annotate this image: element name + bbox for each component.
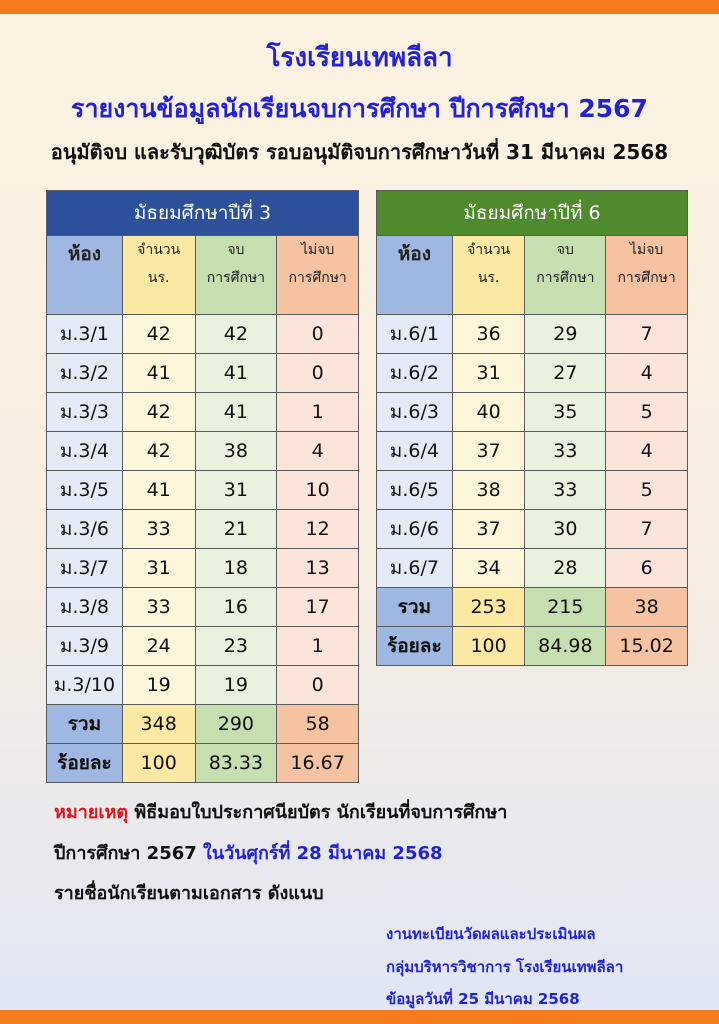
m6-pct-graduated: 84.98 xyxy=(525,627,606,666)
total-cell: 34 xyxy=(452,549,525,588)
table-row xyxy=(377,471,688,510)
total-cell: 24 xyxy=(122,627,195,666)
m3-pct-label: ร้อยละ xyxy=(47,744,123,783)
table-row xyxy=(47,588,359,627)
col-total-header: จำนวน นร. xyxy=(452,236,525,315)
graduated-cell: 38 xyxy=(195,432,277,471)
not-graduated-cell: 13 xyxy=(277,549,359,588)
total-cell: 37 xyxy=(452,432,525,471)
signature-line-2: กลุ่มบริหารวิชาการ โรงเรียนเทพลีลา xyxy=(386,958,624,976)
room-cell: ม.6/4 xyxy=(377,432,453,471)
graduated-cell: 18 xyxy=(195,549,277,588)
graduated-cell: 33 xyxy=(525,432,606,471)
graduated-cell: 23 xyxy=(195,627,277,666)
room-cell: ม.6/7 xyxy=(377,549,453,588)
m3-table xyxy=(46,190,359,783)
table-row xyxy=(47,432,359,471)
m3-pct-not-graduated: 16.67 xyxy=(277,744,359,783)
room-cell: ม.6/3 xyxy=(377,393,453,432)
ceremony-date: ในวันศุกร์ที่ 28 มีนาคม 2568 xyxy=(203,843,443,864)
approval-subtitle: อนุมัติจบ และรับวุฒิบัตร รอบอนุมัติจบการศึกษาวันที่ 31 มีนาคม 2568 xyxy=(50,140,669,164)
room-cell: ม.3/10 xyxy=(47,666,123,705)
table-row xyxy=(47,666,359,705)
room-cell: ม.6/2 xyxy=(377,354,453,393)
table-row xyxy=(377,432,688,471)
table-row xyxy=(47,354,359,393)
m6-sum-label: รวม xyxy=(377,588,453,627)
total-cell: 33 xyxy=(122,510,195,549)
total-cell: 42 xyxy=(122,432,195,471)
table-row xyxy=(47,549,359,588)
graduated-cell: 41 xyxy=(195,354,277,393)
col-room-header: ห้อง xyxy=(377,236,453,315)
not-graduated-cell: 12 xyxy=(277,510,359,549)
room-cell: ม.3/1 xyxy=(47,315,123,354)
table-row xyxy=(47,393,359,432)
total-cell: 37 xyxy=(452,510,525,549)
room-cell: ม.3/5 xyxy=(47,471,123,510)
graduated-cell: 30 xyxy=(525,510,606,549)
graduated-cell: 28 xyxy=(525,549,606,588)
note-line-2: ปีการศึกษา 2567 ในวันศุกร์ที่ 28 มีนาคม 2568 xyxy=(54,843,443,864)
not-graduated-cell: 0 xyxy=(277,666,359,705)
table-row xyxy=(377,354,688,393)
m6-table xyxy=(376,190,688,666)
total-cell: 40 xyxy=(452,393,525,432)
m3-sum-not-graduated: 58 xyxy=(277,705,359,744)
room-cell: ม.3/9 xyxy=(47,627,123,666)
table-row xyxy=(377,549,688,588)
not-graduated-cell: 10 xyxy=(277,471,359,510)
m3-sum-total: 348 xyxy=(122,705,195,744)
not-graduated-cell: 7 xyxy=(606,315,688,354)
m6-table-title: มัธยมศึกษาปีที่ 6 xyxy=(377,191,688,236)
note-line-3: รายชื่อนักเรียนตามเอกสาร ดังแนบ xyxy=(54,883,324,904)
m6-sum-total: 253 xyxy=(452,588,525,627)
total-cell: 36 xyxy=(452,315,525,354)
total-cell: 42 xyxy=(122,315,195,354)
col-room-header: ห้อง xyxy=(47,236,123,315)
not-graduated-cell: 5 xyxy=(606,393,688,432)
note-line-1: หมายเหตุ พิธีมอบใบประกาศนียบัตร นักเรียนที่จบการศึกษา xyxy=(54,802,508,823)
table-row xyxy=(377,510,688,549)
room-cell: ม.3/6 xyxy=(47,510,123,549)
m6-pct-total: 100 xyxy=(452,627,525,666)
total-cell: 41 xyxy=(122,354,195,393)
graduated-cell: 35 xyxy=(525,393,606,432)
room-cell: ม.6/1 xyxy=(377,315,453,354)
not-graduated-cell: 0 xyxy=(277,315,359,354)
m3-table-title: มัธยมศึกษาปีที่ 3 xyxy=(47,191,359,236)
room-cell: ม.3/4 xyxy=(47,432,123,471)
not-graduated-cell: 0 xyxy=(277,354,359,393)
bottom-accent-bar xyxy=(0,1010,719,1024)
total-cell: 31 xyxy=(122,549,195,588)
room-cell: ม.3/8 xyxy=(47,588,123,627)
m6-pct-not-graduated: 15.02 xyxy=(606,627,688,666)
col-graduated-header: จบ การศึกษา xyxy=(525,236,606,315)
graduated-cell: 42 xyxy=(195,315,277,354)
m3-sum-graduated: 290 xyxy=(195,705,277,744)
graduated-cell: 21 xyxy=(195,510,277,549)
top-accent-bar xyxy=(0,0,719,14)
not-graduated-cell: 1 xyxy=(277,393,359,432)
graduated-cell: 29 xyxy=(525,315,606,354)
room-cell: ม.6/6 xyxy=(377,510,453,549)
col-not-graduated-header: ไม่จบ การศึกษา xyxy=(606,236,688,315)
not-graduated-cell: 4 xyxy=(277,432,359,471)
total-cell: 19 xyxy=(122,666,195,705)
room-cell: ม.3/7 xyxy=(47,549,123,588)
col-total-header: จำนวน นร. xyxy=(122,236,195,315)
table-row xyxy=(377,315,688,354)
total-cell: 42 xyxy=(122,393,195,432)
school-name: โรงเรียนเทพลีลา xyxy=(266,43,453,73)
m3-pct-total: 100 xyxy=(122,744,195,783)
graduated-cell: 27 xyxy=(525,354,606,393)
graduated-cell: 33 xyxy=(525,471,606,510)
m3-pct-graduated: 83.33 xyxy=(195,744,277,783)
report-title: รายงานข้อมูลนักเรียนจบการศึกษา ปีการศึกษา 2567 xyxy=(71,94,648,123)
not-graduated-cell: 1 xyxy=(277,627,359,666)
room-cell: ม.6/5 xyxy=(377,471,453,510)
table-row xyxy=(47,471,359,510)
graduated-cell: 31 xyxy=(195,471,277,510)
table-row xyxy=(47,510,359,549)
table-row xyxy=(47,315,359,354)
not-graduated-cell: 6 xyxy=(606,549,688,588)
graduated-cell: 41 xyxy=(195,393,277,432)
total-cell: 33 xyxy=(122,588,195,627)
col-graduated-header: จบ การศึกษา xyxy=(195,236,277,315)
m6-pct-label: ร้อยละ xyxy=(377,627,453,666)
total-cell: 38 xyxy=(452,471,525,510)
room-cell: ม.3/3 xyxy=(47,393,123,432)
total-cell: 31 xyxy=(452,354,525,393)
table-row xyxy=(47,627,359,666)
room-cell: ม.3/2 xyxy=(47,354,123,393)
note-label: หมายเหตุ xyxy=(54,802,129,823)
col-not-graduated-header: ไม่จบ การศึกษา xyxy=(277,236,359,315)
total-cell: 41 xyxy=(122,471,195,510)
not-graduated-cell: 17 xyxy=(277,588,359,627)
table-row xyxy=(377,393,688,432)
not-graduated-cell: 5 xyxy=(606,471,688,510)
not-graduated-cell: 4 xyxy=(606,432,688,471)
m6-sum-not-graduated: 38 xyxy=(606,588,688,627)
signature-line-3: ข้อมูลวันที่ 25 มีนาคม 2568 xyxy=(386,990,580,1008)
graduated-cell: 16 xyxy=(195,588,277,627)
m6-sum-graduated: 215 xyxy=(525,588,606,627)
graduated-cell: 19 xyxy=(195,666,277,705)
m3-sum-label: รวม xyxy=(47,705,123,744)
not-graduated-cell: 7 xyxy=(606,510,688,549)
not-graduated-cell: 4 xyxy=(606,354,688,393)
signature-line-1: งานทะเบียนวัดผลและประเมินผล xyxy=(386,925,596,943)
